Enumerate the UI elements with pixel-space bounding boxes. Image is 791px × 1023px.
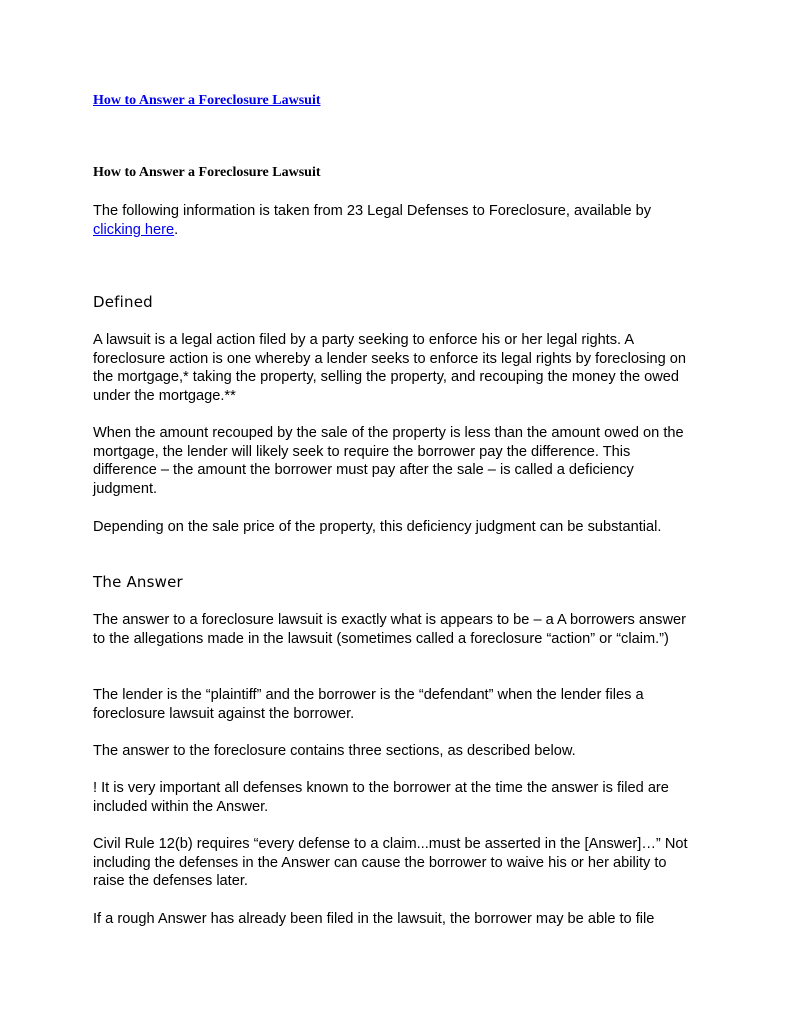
intro-text: The following information is taken from 23 Legal Defenses to Foreclosure, available by: [93, 203, 652, 219]
title-link[interactable]: How to Answer a Foreclosure Lawsuit: [93, 93, 321, 108]
document-title: How to Answer a Foreclosure Lawsuit: [93, 165, 321, 180]
section-heading-answer: The Answer: [93, 573, 183, 591]
defined-paragraph-2: When the amount recouped by the sale of the property is less than the amount owed on the mortgage, the lender will likely seek to require the borrower pay the difference. This difference – the amount the borrower must pay after the sale – is called a deficiency judgment.: [93, 425, 684, 497]
answer-paragraph-3: The answer to the foreclosure contains three sections, as described below.: [93, 743, 576, 759]
answer-paragraph-5: Civil Rule 12(b) requires “every defense to a claim...must be asserted in the [Answer]…” Not including the defenses in the Answer can cause the borrower to waive his or her ability to raise the defenses later.: [93, 836, 688, 890]
clicking-here-link[interactable]: clicking here: [93, 221, 175, 238]
answer-paragraph-6: If a rough Answer has already been filed in the lawsuit, the borrower may be able to file: [93, 911, 655, 927]
section-heading-defined: Defined: [93, 293, 153, 311]
answer-paragraph-2: The lender is the “plaintiff” and the borrower is the “defendant” when the lender files a foreclosure lawsuit against the borrower.: [93, 687, 644, 722]
intro-paragraph: [93, 202, 693, 239]
answer-paragraph-1: The answer to a foreclosure lawsuit is exactly what is appears to be – a A borrowers answer to the allegations made in the lawsuit (sometimes called a foreclosure “action” or “claim.”): [93, 612, 686, 647]
answer-paragraph-4: ! It is very important all defenses known to the borrower at the time the answer is filed are included within the Answer.: [93, 780, 669, 815]
defined-paragraph-3: Depending on the sale price of the property, this deficiency judgment can be substantial.: [93, 519, 662, 535]
defined-paragraph-1: A lawsuit is a legal action filed by a party seeking to enforce his or her legal rights. A foreclosure action is one whereby a lender seeks to enforce its legal rights by foreclosing on the mortgage,* taking the property, selling the property, and recouping the money the owed under the mortgage.**: [93, 332, 686, 404]
intro-period: .: [174, 221, 179, 238]
